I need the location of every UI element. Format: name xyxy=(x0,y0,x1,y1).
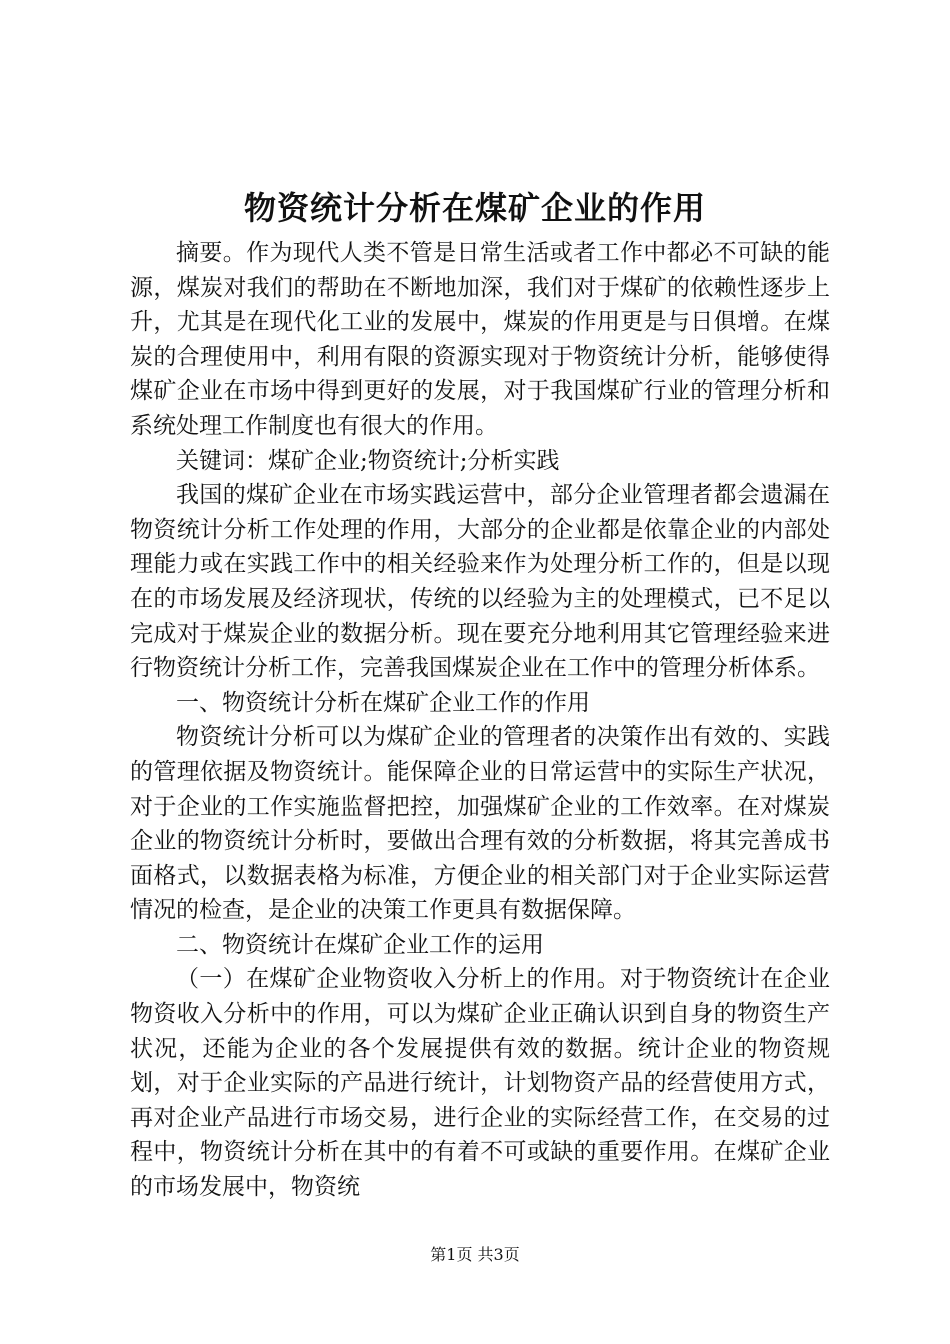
section-1-paragraph: 物资统计分析可以为煤矿企业的管理者的决策作出有效的、实践的管理依据及物资统计。能保障企业的日常运营中的实际生产状况，对于企业的工作实施监督把控，加强煤矿企业的工作效率。在对煤炭企业的物资统计分析时，要做出合理有效的分析数据，将其完善成书面格式，以数据表格为标准，方便企业的相关部门对于企业实际运营情况的检查，是企业的决策工作更具有数据保障。 xyxy=(130,724,830,924)
document-body xyxy=(130,236,830,1205)
intro-paragraph: 我国的煤矿企业在市场实践运营中，部分企业管理者都会遗漏在物资统计分析工作处理的作用，大部分的企业都是依靠企业的内部处理能力或在实践工作中的相关经验来作为处理分析工作的，但是以现在的市场发展及经济现状，传统的以经验为主的处理模式，已不足以完成对于煤炭企业的数据分析。现在要充分地利用其它管理经验来进行物资统计分析工作，完善我国煤炭企业在工作中的管理分析体系。 xyxy=(130,482,830,682)
page-footer: 第1页 共3页 xyxy=(430,1245,520,1264)
section-heading-2: 二、物资统计在煤矿企业工作的运用 xyxy=(176,931,544,958)
abstract-paragraph: 摘要。作为现代人类不管是日常生活或者工作中都必不可缺的能源，煤炭对我们的帮助在不断地加深，我们对于煤矿的依赖性逐步上升，尤其是在现代化工业的发展中，煤炭的作用更是与日俱增。在煤炭的合理使用中，利用有限的资源实现对于物资统计分析，能够使得煤矿企业在市场中得到更好的发展，对于我国煤矿行业的管理分析和系统处理工作制度也有很大的作用。 xyxy=(130,240,830,439)
section-heading-1: 一、物资统计分析在煤矿企业工作的作用 xyxy=(176,689,590,716)
section-2-paragraph: （一）在煤矿企业物资收入分析上的作用。对于物资统计在企业物资收入分析中的作用，可以为煤矿企业正确认识到自身的物资生产状况，还能为企业的各个发展提供有效的数据。统计企业的物资规划，对于企业实际的产品进行统计，计划物资产品的经营使用方式，再对企业产品进行市场交易，进行企业的实际经营工作，在交易的过程中，物资统计分析在其中的有着不可或缺的重要作用。在煤矿企业的市场发展中，物资统 xyxy=(130,966,830,1201)
keywords-paragraph: 关键词：煤矿企业;物资统计;分析实践 xyxy=(176,447,560,474)
document-title: 物资统计分析在煤矿企业的作用 xyxy=(243,189,706,227)
